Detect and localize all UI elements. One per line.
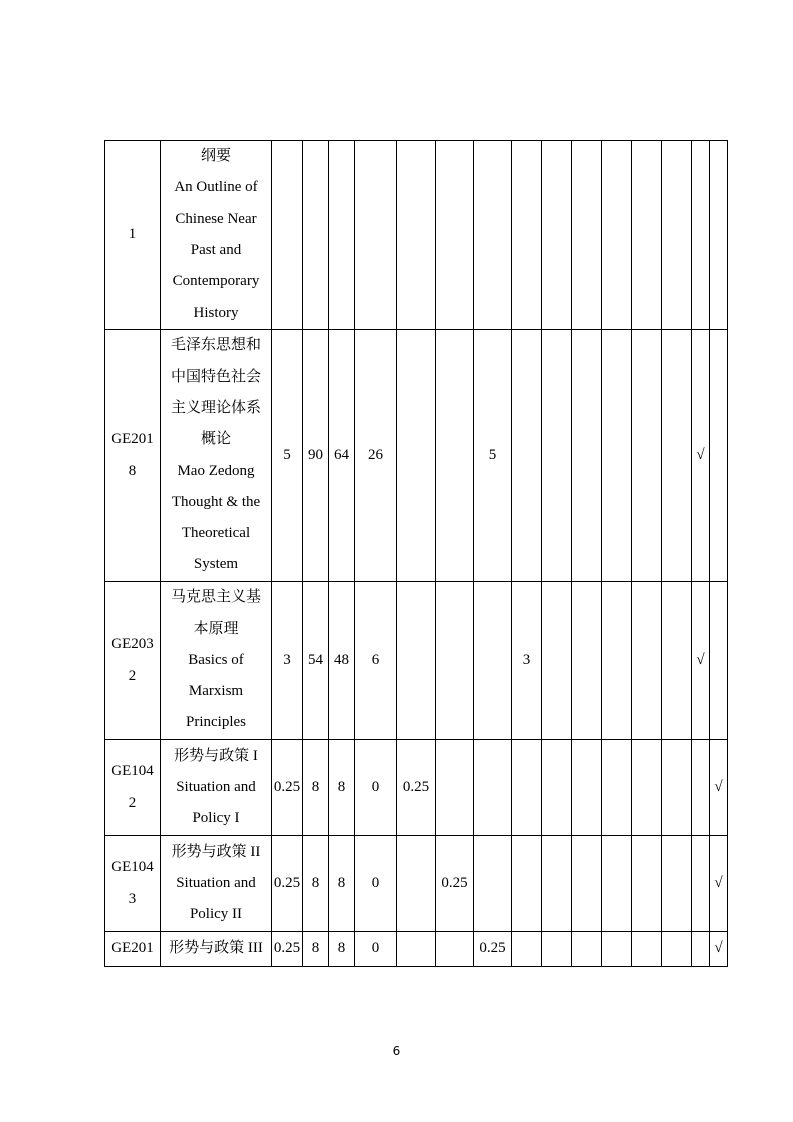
table-row [105, 740, 728, 836]
value-cell [572, 836, 602, 932]
value-cell: 5 [272, 330, 303, 582]
value-cell [662, 836, 692, 932]
value-cell [474, 141, 512, 330]
value-cell [632, 740, 662, 836]
value-cell [632, 932, 662, 967]
value-cell [632, 141, 662, 330]
value-cell [572, 582, 602, 740]
course-name-line: Basics of [188, 651, 244, 668]
value-cell [397, 330, 436, 582]
value-cell [542, 582, 572, 740]
value-cell [436, 740, 474, 836]
value-cell [474, 740, 512, 836]
value-cell [662, 932, 692, 967]
course-name-line: 毛泽东思想和 [170, 337, 261, 354]
value-cell: √ [692, 582, 710, 740]
value-cell: 5 [474, 330, 512, 582]
course-name-line: Past and [190, 242, 242, 258]
table-row [105, 141, 728, 330]
value-cell [662, 330, 692, 582]
value-cell [542, 836, 572, 932]
value-cell [397, 836, 436, 932]
value-cell: 8 [329, 836, 355, 932]
course-name-line: 概论 [200, 431, 231, 448]
value-cell [512, 740, 542, 836]
value-cell: 8 [303, 836, 329, 932]
course-name-line: Policy I [192, 810, 240, 827]
course-code-cell [105, 836, 161, 932]
course-name-line: 马克思主义基 [170, 589, 261, 606]
value-cell [436, 582, 474, 740]
table-row [105, 330, 728, 582]
course-name-cell [161, 582, 272, 740]
value-cell [355, 141, 397, 330]
value-cell: 0 [355, 740, 397, 836]
course-code-cell [105, 141, 161, 330]
course-code-line: GE201 [111, 940, 154, 957]
course-name-line: System [193, 556, 239, 573]
value-cell [692, 836, 710, 932]
course-name-line: 纲要 [200, 148, 231, 165]
course-name-cell [161, 141, 272, 330]
value-cell: 90 [303, 330, 329, 582]
course-code-line: 2 [128, 794, 137, 811]
course-name-line: Marxism [188, 683, 244, 700]
course-name-line: Situation and [176, 874, 256, 891]
course-name-line: An Outline of [174, 179, 258, 196]
course-name-line: Principles [186, 714, 246, 731]
table-row [105, 836, 728, 932]
page-number: 6 [392, 1044, 401, 1058]
value-cell: 54 [303, 582, 329, 740]
course-code-line: GE201 [111, 431, 154, 448]
course-code-line: 1 [128, 226, 137, 243]
value-cell: 8 [329, 740, 355, 836]
course-name-cell [161, 932, 272, 967]
course-name-line: 主义理论体系 [170, 399, 261, 416]
value-cell [303, 141, 329, 330]
value-cell [542, 932, 572, 967]
value-cell: 0.25 [272, 932, 303, 967]
value-cell: 8 [329, 932, 355, 967]
value-cell: 64 [329, 330, 355, 582]
course-code-line: 2 [128, 667, 137, 684]
value-cell [542, 330, 572, 582]
course-name-line: Chinese Near [175, 210, 257, 227]
course-name-line: Thought & the [171, 493, 261, 510]
value-cell: 0 [355, 836, 397, 932]
value-cell [710, 330, 728, 582]
table-body [105, 141, 728, 967]
course-name-cell [161, 836, 272, 932]
course-name-cell [161, 330, 272, 582]
course-code-line: GE104 [111, 859, 154, 876]
value-cell [602, 740, 632, 836]
value-cell: √ [710, 932, 728, 967]
course-code-line: 3 [128, 890, 137, 907]
value-cell [397, 141, 436, 330]
value-cell [692, 740, 710, 836]
value-cell [329, 141, 355, 330]
value-cell [602, 141, 632, 330]
value-cell [436, 932, 474, 967]
value-cell [397, 582, 436, 740]
value-cell: 8 [303, 740, 329, 836]
value-cell: 0.25 [272, 740, 303, 836]
value-cell [512, 330, 542, 582]
course-code-line: GE104 [111, 763, 154, 780]
course-name-line: 形势与政策 II [171, 843, 261, 860]
value-cell: 0.25 [272, 836, 303, 932]
value-cell [632, 836, 662, 932]
value-cell [602, 836, 632, 932]
table-row [105, 582, 728, 740]
course-name-line: Mao Zedong [177, 462, 255, 479]
value-cell [602, 932, 632, 967]
value-cell: 3 [272, 582, 303, 740]
course-name-line: 形势与政策 I [174, 747, 258, 764]
course-code-cell [105, 330, 161, 582]
course-table [104, 140, 728, 967]
value-cell [512, 141, 542, 330]
value-cell [692, 932, 710, 967]
course-code-cell [105, 582, 161, 740]
value-cell [632, 330, 662, 582]
value-cell [436, 330, 474, 582]
course-name-line: Situation and [176, 778, 256, 795]
value-cell [436, 141, 474, 330]
value-cell [710, 141, 728, 330]
value-cell [662, 141, 692, 330]
value-cell [632, 582, 662, 740]
course-name-line: 本原理 [193, 620, 239, 637]
course-name-line: 形势与政策 III [169, 940, 263, 957]
value-cell [710, 582, 728, 740]
value-cell: 48 [329, 582, 355, 740]
value-cell [572, 932, 602, 967]
value-cell [572, 330, 602, 582]
value-cell [397, 932, 436, 967]
value-cell [662, 740, 692, 836]
course-code-line: GE203 [111, 636, 154, 653]
value-cell [474, 582, 512, 740]
value-cell [512, 836, 542, 932]
value-cell: 0 [355, 932, 397, 967]
value-cell: √ [710, 836, 728, 932]
value-cell: 0.25 [436, 836, 474, 932]
course-code-cell [105, 740, 161, 836]
value-cell [602, 582, 632, 740]
value-cell [512, 932, 542, 967]
course-name-line: Contemporary [172, 273, 260, 290]
value-cell [572, 141, 602, 330]
course-code-cell [105, 932, 161, 967]
table-row [105, 932, 728, 967]
value-cell [542, 141, 572, 330]
value-cell: 26 [355, 330, 397, 582]
value-cell: √ [710, 740, 728, 836]
course-name-line: Theoretical [181, 525, 251, 542]
value-cell: √ [692, 330, 710, 582]
value-cell [572, 740, 602, 836]
value-cell [662, 582, 692, 740]
course-code-line: 8 [128, 462, 137, 479]
value-cell [474, 836, 512, 932]
course-name-cell [161, 740, 272, 836]
course-name-line: History [193, 304, 239, 321]
value-cell [272, 141, 303, 330]
value-cell [692, 141, 710, 330]
value-cell: 0.25 [474, 932, 512, 967]
value-cell: 0.25 [397, 740, 436, 836]
value-cell: 8 [303, 932, 329, 967]
course-name-line: 中国特色社会 [170, 368, 261, 385]
course-name-line: Policy II [189, 906, 243, 923]
value-cell: 3 [512, 582, 542, 740]
value-cell [602, 330, 632, 582]
value-cell: 6 [355, 582, 397, 740]
value-cell [542, 740, 572, 836]
